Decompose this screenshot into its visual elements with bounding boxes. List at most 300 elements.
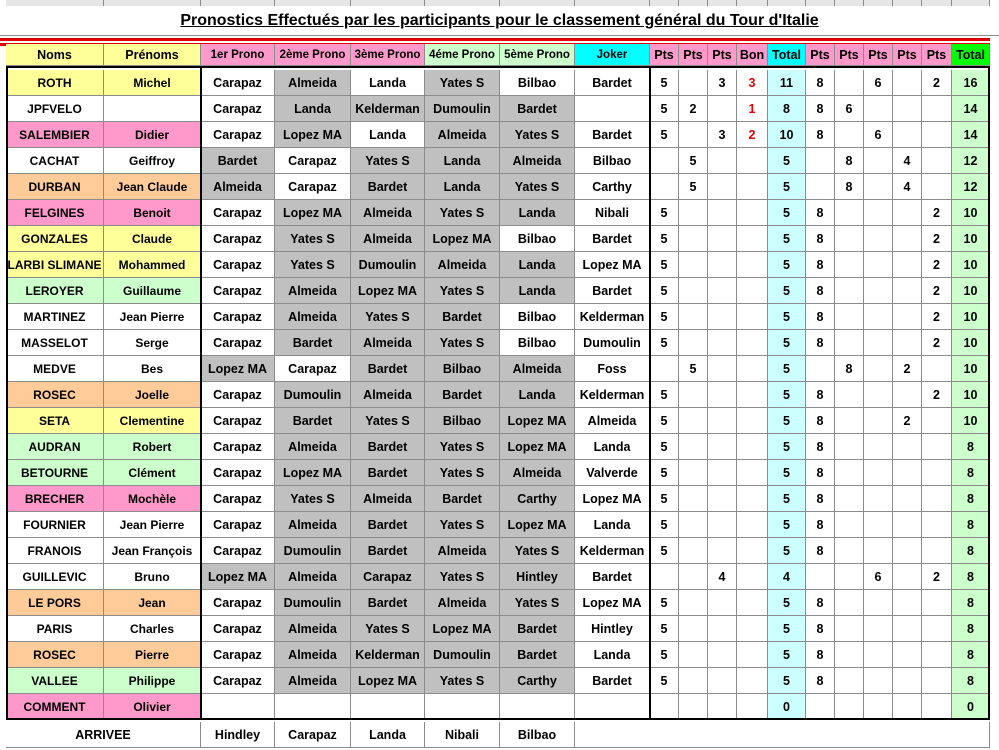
- cell-prono-4[interactable]: Bilbao: [425, 408, 500, 434]
- cell-prono-2[interactable]: Landa: [275, 96, 351, 122]
- cell-pts-3[interactable]: [708, 226, 737, 252]
- cell-pts-2[interactable]: [679, 434, 708, 460]
- cell-prono-4[interactable]: Lopez MA: [425, 226, 500, 252]
- cell-prono-3[interactable]: Lopez MA: [351, 278, 425, 304]
- cell-prono-3[interactable]: Almeida: [351, 200, 425, 226]
- cell-prono-1[interactable]: Carapaz: [201, 70, 275, 96]
- cell-prono-2[interactable]: Lopez MA: [275, 460, 351, 486]
- cell-prono-4[interactable]: Bardet: [425, 382, 500, 408]
- cell-joker[interactable]: Foss: [575, 356, 650, 382]
- cell-pts-8[interactable]: [922, 122, 952, 148]
- cell-noms[interactable]: CACHAT: [6, 148, 104, 174]
- cell-pts-4[interactable]: [806, 148, 835, 174]
- cell-joker[interactable]: [575, 96, 650, 122]
- cell-pts-3[interactable]: [708, 356, 737, 382]
- cell-joker[interactable]: Bilbao: [575, 148, 650, 174]
- cell-prono-5[interactable]: Hintley: [500, 564, 575, 590]
- cell-pts-7[interactable]: [893, 616, 922, 642]
- cell-pts-8[interactable]: [922, 356, 952, 382]
- cell-total-1[interactable]: 10: [768, 122, 806, 148]
- cell-pts-3[interactable]: [708, 330, 737, 356]
- cell-prono-2[interactable]: Carapaz: [275, 174, 351, 200]
- cell-pts-8[interactable]: [922, 96, 952, 122]
- cell-prono-3[interactable]: Bardet: [351, 174, 425, 200]
- cell-bon[interactable]: 1: [737, 96, 768, 122]
- cell-pts-7[interactable]: [893, 564, 922, 590]
- cell-total-1[interactable]: 5: [768, 538, 806, 564]
- cell-noms[interactable]: GUILLEVIC: [6, 564, 104, 590]
- cell-prono-1[interactable]: Carapaz: [201, 382, 275, 408]
- cell-pts-1[interactable]: 5: [650, 616, 679, 642]
- cell-pts-6[interactable]: [864, 252, 893, 278]
- cell-prenoms[interactable]: Mochèle: [104, 486, 201, 512]
- cell-pts-1[interactable]: 5: [650, 278, 679, 304]
- cell-prono-3[interactable]: Yates S: [351, 616, 425, 642]
- cell-prono-5[interactable]: Bilbao: [500, 70, 575, 96]
- cell-bon[interactable]: [737, 642, 768, 668]
- cell-prono-3[interactable]: Bardet: [351, 538, 425, 564]
- cell-pts-5[interactable]: [835, 668, 864, 694]
- cell-pts-1[interactable]: 5: [650, 226, 679, 252]
- cell-pts-6[interactable]: [864, 460, 893, 486]
- cell-pts-1[interactable]: 5: [650, 668, 679, 694]
- cell-bon[interactable]: [737, 460, 768, 486]
- cell-prono-3[interactable]: Dumoulin: [351, 252, 425, 278]
- cell-total-1[interactable]: 5: [768, 642, 806, 668]
- cell-joker[interactable]: Bardet: [575, 226, 650, 252]
- cell-pts-4[interactable]: 8: [806, 460, 835, 486]
- cell-pts-3[interactable]: [708, 694, 737, 720]
- cell-joker[interactable]: Landa: [575, 512, 650, 538]
- cell-prono-3[interactable]: Bardet: [351, 590, 425, 616]
- cell-pts-3[interactable]: [708, 408, 737, 434]
- cell-noms[interactable]: ROTH: [6, 70, 104, 96]
- cell-pts-2[interactable]: [679, 122, 708, 148]
- cell-prono-2[interactable]: Dumoulin: [275, 382, 351, 408]
- cell-total-2[interactable]: 8: [952, 460, 990, 486]
- cell-prenoms[interactable]: [104, 96, 201, 122]
- cell-prono-4[interactable]: Yates S: [425, 512, 500, 538]
- cell-prono-2[interactable]: Almeida: [275, 434, 351, 460]
- cell-prono-5[interactable]: Bilbao: [500, 226, 575, 252]
- cell-joker[interactable]: Valverde: [575, 460, 650, 486]
- cell-pts-7[interactable]: [893, 460, 922, 486]
- cell-pts-4[interactable]: 8: [806, 252, 835, 278]
- cell-pts-1[interactable]: 5: [650, 512, 679, 538]
- cell-noms[interactable]: BRECHER: [6, 486, 104, 512]
- cell-pts-2[interactable]: [679, 668, 708, 694]
- cell-pts-4[interactable]: 8: [806, 96, 835, 122]
- cell-prono-4[interactable]: Almeida: [425, 590, 500, 616]
- cell-prono-1[interactable]: Carapaz: [201, 538, 275, 564]
- cell-prenoms[interactable]: Didier: [104, 122, 201, 148]
- cell-prono-3[interactable]: Bardet: [351, 460, 425, 486]
- cell-pts-1[interactable]: [650, 174, 679, 200]
- cell-prenoms[interactable]: Olivier: [104, 694, 201, 720]
- cell-joker[interactable]: Bardet: [575, 122, 650, 148]
- cell-prono-3[interactable]: Almeida: [351, 330, 425, 356]
- cell-bon[interactable]: [737, 304, 768, 330]
- cell-prono-3[interactable]: Kelderman: [351, 96, 425, 122]
- cell-pts-5[interactable]: [835, 486, 864, 512]
- cell-total-1[interactable]: 5: [768, 408, 806, 434]
- cell-pts-6[interactable]: [864, 512, 893, 538]
- cell-total-2[interactable]: 10: [952, 356, 990, 382]
- cell-pts-5[interactable]: 8: [835, 174, 864, 200]
- cell-prenoms[interactable]: Mohammed: [104, 252, 201, 278]
- cell-pts-7[interactable]: [893, 200, 922, 226]
- cell-prono-3[interactable]: Almeida: [351, 486, 425, 512]
- cell-pts-1[interactable]: [650, 694, 679, 720]
- cell-pts-1[interactable]: 5: [650, 96, 679, 122]
- cell-noms[interactable]: AUDRAN: [6, 434, 104, 460]
- cell-prono-3[interactable]: Kelderman: [351, 642, 425, 668]
- cell-pts-1[interactable]: [650, 148, 679, 174]
- cell-prono-2[interactable]: Yates S: [275, 226, 351, 252]
- cell-pts-2[interactable]: 5: [679, 148, 708, 174]
- cell-prono-2[interactable]: Yates S: [275, 486, 351, 512]
- cell-pts-5[interactable]: [835, 564, 864, 590]
- cell-pts-7[interactable]: 2: [893, 356, 922, 382]
- cell-prono-4[interactable]: [425, 694, 500, 720]
- cell-noms[interactable]: COMMENT: [6, 694, 104, 720]
- cell-joker[interactable]: Lopez MA: [575, 252, 650, 278]
- cell-noms[interactable]: ROSEC: [6, 382, 104, 408]
- cell-pts-7[interactable]: [893, 70, 922, 96]
- cell-prenoms[interactable]: Jean Pierre: [104, 304, 201, 330]
- cell-pts-1[interactable]: 5: [650, 408, 679, 434]
- cell-pts-6[interactable]: [864, 408, 893, 434]
- cell-total-1[interactable]: 5: [768, 174, 806, 200]
- cell-prono-4[interactable]: Yates S: [425, 70, 500, 96]
- cell-prono-1[interactable]: Carapaz: [201, 408, 275, 434]
- cell-prono-5[interactable]: Lopez MA: [500, 408, 575, 434]
- cell-prenoms[interactable]: Clementine: [104, 408, 201, 434]
- cell-pts-3[interactable]: [708, 538, 737, 564]
- cell-prono-2[interactable]: Lopez MA: [275, 122, 351, 148]
- cell-pts-6[interactable]: [864, 304, 893, 330]
- cell-pts-2[interactable]: 5: [679, 174, 708, 200]
- cell-pts-5[interactable]: [835, 200, 864, 226]
- cell-bon[interactable]: [737, 564, 768, 590]
- cell-prono-3[interactable]: Landa: [351, 122, 425, 148]
- cell-prono-4[interactable]: Yates S: [425, 200, 500, 226]
- cell-prenoms[interactable]: Jean François: [104, 538, 201, 564]
- cell-pts-2[interactable]: [679, 70, 708, 96]
- cell-prono-5[interactable]: Carthy: [500, 668, 575, 694]
- cell-pts-6[interactable]: [864, 278, 893, 304]
- cell-pts-1[interactable]: 5: [650, 460, 679, 486]
- cell-pts-3[interactable]: [708, 512, 737, 538]
- cell-prono-4[interactable]: Yates S: [425, 460, 500, 486]
- cell-noms[interactable]: MEDVE: [6, 356, 104, 382]
- cell-prono-2[interactable]: Carapaz: [275, 148, 351, 174]
- cell-pts-2[interactable]: [679, 486, 708, 512]
- cell-prono-4[interactable]: Yates S: [425, 564, 500, 590]
- cell-pts-4[interactable]: 8: [806, 538, 835, 564]
- cell-pts-2[interactable]: [679, 200, 708, 226]
- cell-pts-5[interactable]: [835, 694, 864, 720]
- cell-pts-4[interactable]: 8: [806, 642, 835, 668]
- cell-prono-5[interactable]: Yates S: [500, 538, 575, 564]
- cell-total-1[interactable]: 5: [768, 226, 806, 252]
- cell-total-2[interactable]: 14: [952, 122, 990, 148]
- cell-prono-1[interactable]: Carapaz: [201, 278, 275, 304]
- cell-pts-2[interactable]: [679, 694, 708, 720]
- cell-noms[interactable]: FELGINES: [6, 200, 104, 226]
- cell-total-2[interactable]: 8: [952, 590, 990, 616]
- cell-pts-7[interactable]: [893, 538, 922, 564]
- cell-prono-1[interactable]: [201, 694, 275, 720]
- cell-prenoms[interactable]: Bruno: [104, 564, 201, 590]
- cell-noms[interactable]: LEROYER: [6, 278, 104, 304]
- cell-pts-2[interactable]: [679, 408, 708, 434]
- cell-total-1[interactable]: 5: [768, 330, 806, 356]
- cell-prono-4[interactable]: Landa: [425, 148, 500, 174]
- cell-pts-8[interactable]: [922, 460, 952, 486]
- cell-pts-1[interactable]: 5: [650, 200, 679, 226]
- cell-pts-2[interactable]: [679, 616, 708, 642]
- cell-pts-1[interactable]: [650, 356, 679, 382]
- cell-bon[interactable]: [737, 694, 768, 720]
- cell-bon[interactable]: 3: [737, 70, 768, 96]
- cell-pts-3[interactable]: [708, 486, 737, 512]
- cell-prono-3[interactable]: [351, 694, 425, 720]
- cell-prono-4[interactable]: Yates S: [425, 330, 500, 356]
- cell-total-2[interactable]: 8: [952, 538, 990, 564]
- cell-prono-5[interactable]: Lopez MA: [500, 512, 575, 538]
- cell-pts-6[interactable]: [864, 200, 893, 226]
- cell-total-1[interactable]: 5: [768, 148, 806, 174]
- cell-pts-1[interactable]: 5: [650, 590, 679, 616]
- cell-total-1[interactable]: 0: [768, 694, 806, 720]
- cell-total-1[interactable]: 8: [768, 96, 806, 122]
- cell-bon[interactable]: [737, 668, 768, 694]
- cell-noms[interactable]: MASSELOT: [6, 330, 104, 356]
- cell-pts-4[interactable]: 8: [806, 382, 835, 408]
- cell-prono-5[interactable]: Almeida: [500, 148, 575, 174]
- cell-pts-4[interactable]: 8: [806, 200, 835, 226]
- cell-prono-1[interactable]: Lopez MA: [201, 356, 275, 382]
- cell-noms[interactable]: PARIS: [6, 616, 104, 642]
- cell-pts-4[interactable]: [806, 356, 835, 382]
- cell-pts-6[interactable]: [864, 356, 893, 382]
- cell-noms[interactable]: FOURNIER: [6, 512, 104, 538]
- cell-pts-7[interactable]: [893, 590, 922, 616]
- cell-joker[interactable]: Kelderman: [575, 304, 650, 330]
- cell-pts-8[interactable]: [922, 148, 952, 174]
- cell-prono-3[interactable]: Yates S: [351, 408, 425, 434]
- cell-prono-1[interactable]: Carapaz: [201, 616, 275, 642]
- cell-pts-8[interactable]: 2: [922, 382, 952, 408]
- cell-prenoms[interactable]: Bes: [104, 356, 201, 382]
- cell-prono-4[interactable]: Bardet: [425, 304, 500, 330]
- cell-total-2[interactable]: 8: [952, 434, 990, 460]
- cell-pts-5[interactable]: [835, 330, 864, 356]
- cell-total-2[interactable]: 10: [952, 382, 990, 408]
- cell-prono-4[interactable]: Dumoulin: [425, 96, 500, 122]
- cell-total-2[interactable]: 8: [952, 616, 990, 642]
- cell-prono-2[interactable]: Almeida: [275, 512, 351, 538]
- cell-pts-5[interactable]: [835, 252, 864, 278]
- cell-total-1[interactable]: 5: [768, 278, 806, 304]
- cell-pts-3[interactable]: 3: [708, 70, 737, 96]
- cell-joker[interactable]: Kelderman: [575, 538, 650, 564]
- cell-prono-5[interactable]: Bilbao: [500, 330, 575, 356]
- cell-pts-6[interactable]: 6: [864, 564, 893, 590]
- cell-pts-2[interactable]: [679, 564, 708, 590]
- cell-pts-1[interactable]: 5: [650, 538, 679, 564]
- cell-prenoms[interactable]: Guillaume: [104, 278, 201, 304]
- cell-prono-2[interactable]: Almeida: [275, 642, 351, 668]
- cell-total-1[interactable]: 5: [768, 304, 806, 330]
- cell-prono-5[interactable]: Yates S: [500, 174, 575, 200]
- cell-bon[interactable]: [737, 434, 768, 460]
- cell-pts-7[interactable]: [893, 226, 922, 252]
- cell-prono-1[interactable]: Carapaz: [201, 200, 275, 226]
- cell-joker[interactable]: Bardet: [575, 278, 650, 304]
- cell-pts-5[interactable]: [835, 226, 864, 252]
- cell-pts-1[interactable]: 5: [650, 252, 679, 278]
- cell-pts-6[interactable]: [864, 486, 893, 512]
- cell-pts-4[interactable]: 8: [806, 434, 835, 460]
- cell-pts-7[interactable]: 4: [893, 174, 922, 200]
- cell-total-2[interactable]: 10: [952, 304, 990, 330]
- cell-bon[interactable]: [737, 330, 768, 356]
- cell-prono-5[interactable]: Bardet: [500, 616, 575, 642]
- cell-pts-6[interactable]: [864, 148, 893, 174]
- cell-prono-3[interactable]: Almeida: [351, 226, 425, 252]
- cell-total-2[interactable]: 10: [952, 200, 990, 226]
- cell-pts-4[interactable]: 8: [806, 486, 835, 512]
- cell-prono-2[interactable]: Almeida: [275, 668, 351, 694]
- cell-bon[interactable]: [737, 200, 768, 226]
- cell-prono-2[interactable]: Yates S: [275, 252, 351, 278]
- cell-pts-3[interactable]: [708, 200, 737, 226]
- cell-prono-3[interactable]: Carapaz: [351, 564, 425, 590]
- cell-prono-4[interactable]: Lopez MA: [425, 616, 500, 642]
- cell-pts-4[interactable]: 8: [806, 512, 835, 538]
- cell-prono-4[interactable]: Yates S: [425, 668, 500, 694]
- cell-pts-4[interactable]: 8: [806, 278, 835, 304]
- cell-pts-7[interactable]: [893, 694, 922, 720]
- cell-pts-5[interactable]: 8: [835, 148, 864, 174]
- cell-total-2[interactable]: 8: [952, 642, 990, 668]
- cell-pts-2[interactable]: [679, 382, 708, 408]
- cell-pts-2[interactable]: [679, 538, 708, 564]
- cell-bon[interactable]: [737, 486, 768, 512]
- cell-prono-1[interactable]: Carapaz: [201, 330, 275, 356]
- cell-pts-5[interactable]: [835, 122, 864, 148]
- cell-pts-7[interactable]: [893, 330, 922, 356]
- cell-noms[interactable]: ROSEC: [6, 642, 104, 668]
- cell-prono-1[interactable]: Carapaz: [201, 96, 275, 122]
- cell-prono-2[interactable]: Bardet: [275, 408, 351, 434]
- cell-pts-5[interactable]: [835, 304, 864, 330]
- cell-prono-5[interactable]: Bardet: [500, 642, 575, 668]
- cell-pts-7[interactable]: [893, 96, 922, 122]
- cell-prono-5[interactable]: Landa: [500, 200, 575, 226]
- cell-prono-5[interactable]: Almeida: [500, 356, 575, 382]
- cell-prenoms[interactable]: Joelle: [104, 382, 201, 408]
- cell-prono-1[interactable]: Carapaz: [201, 668, 275, 694]
- cell-bon[interactable]: [737, 538, 768, 564]
- cell-prono-4[interactable]: Dumoulin: [425, 642, 500, 668]
- cell-prono-2[interactable]: Dumoulin: [275, 590, 351, 616]
- cell-pts-7[interactable]: [893, 278, 922, 304]
- cell-prenoms[interactable]: Jean: [104, 590, 201, 616]
- cell-prono-1[interactable]: Carapaz: [201, 642, 275, 668]
- cell-prenoms[interactable]: Serge: [104, 330, 201, 356]
- cell-pts-5[interactable]: [835, 434, 864, 460]
- cell-pts-5[interactable]: [835, 616, 864, 642]
- cell-total-1[interactable]: 5: [768, 512, 806, 538]
- cell-pts-8[interactable]: [922, 642, 952, 668]
- cell-total-1[interactable]: 5: [768, 200, 806, 226]
- cell-total-2[interactable]: 14: [952, 96, 990, 122]
- cell-prenoms[interactable]: Michel: [104, 70, 201, 96]
- cell-pts-4[interactable]: 8: [806, 668, 835, 694]
- cell-prono-5[interactable]: Carthy: [500, 486, 575, 512]
- cell-pts-7[interactable]: [893, 486, 922, 512]
- cell-noms[interactable]: GONZALES: [6, 226, 104, 252]
- cell-joker[interactable]: [575, 694, 650, 720]
- cell-pts-8[interactable]: [922, 538, 952, 564]
- cell-total-2[interactable]: 0: [952, 694, 990, 720]
- cell-prono-5[interactable]: Landa: [500, 382, 575, 408]
- cell-joker[interactable]: Lopez MA: [575, 486, 650, 512]
- cell-pts-6[interactable]: [864, 642, 893, 668]
- cell-total-1[interactable]: 5: [768, 590, 806, 616]
- cell-total-2[interactable]: 10: [952, 330, 990, 356]
- cell-prono-3[interactable]: Bardet: [351, 434, 425, 460]
- cell-pts-6[interactable]: 6: [864, 122, 893, 148]
- cell-pts-6[interactable]: [864, 538, 893, 564]
- cell-total-2[interactable]: 12: [952, 174, 990, 200]
- cell-pts-7[interactable]: [893, 122, 922, 148]
- cell-prono-5[interactable]: Yates S: [500, 122, 575, 148]
- cell-pts-7[interactable]: [893, 642, 922, 668]
- cell-pts-8[interactable]: [922, 408, 952, 434]
- cell-pts-8[interactable]: [922, 512, 952, 538]
- cell-prenoms[interactable]: Jean Claude: [104, 174, 201, 200]
- cell-bon[interactable]: [737, 174, 768, 200]
- cell-pts-4[interactable]: 8: [806, 304, 835, 330]
- cell-prono-1[interactable]: Carapaz: [201, 434, 275, 460]
- cell-prono-1[interactable]: Carapaz: [201, 460, 275, 486]
- cell-pts-7[interactable]: [893, 512, 922, 538]
- cell-pts-7[interactable]: [893, 382, 922, 408]
- cell-pts-3[interactable]: [708, 616, 737, 642]
- cell-prono-1[interactable]: Carapaz: [201, 486, 275, 512]
- cell-noms[interactable]: LARBI SLIMANE: [6, 252, 104, 278]
- cell-pts-1[interactable]: 5: [650, 70, 679, 96]
- cell-pts-5[interactable]: [835, 512, 864, 538]
- cell-pts-4[interactable]: 8: [806, 122, 835, 148]
- cell-prono-5[interactable]: Landa: [500, 278, 575, 304]
- cell-pts-2[interactable]: [679, 460, 708, 486]
- cell-joker[interactable]: Bardet: [575, 70, 650, 96]
- cell-prenoms[interactable]: Clément: [104, 460, 201, 486]
- cell-total-2[interactable]: 10: [952, 252, 990, 278]
- cell-bon[interactable]: [737, 512, 768, 538]
- cell-prono-2[interactable]: Almeida: [275, 616, 351, 642]
- cell-total-1[interactable]: 5: [768, 382, 806, 408]
- cell-pts-6[interactable]: [864, 226, 893, 252]
- cell-prono-1[interactable]: Carapaz: [201, 122, 275, 148]
- cell-pts-4[interactable]: [806, 174, 835, 200]
- cell-pts-5[interactable]: [835, 382, 864, 408]
